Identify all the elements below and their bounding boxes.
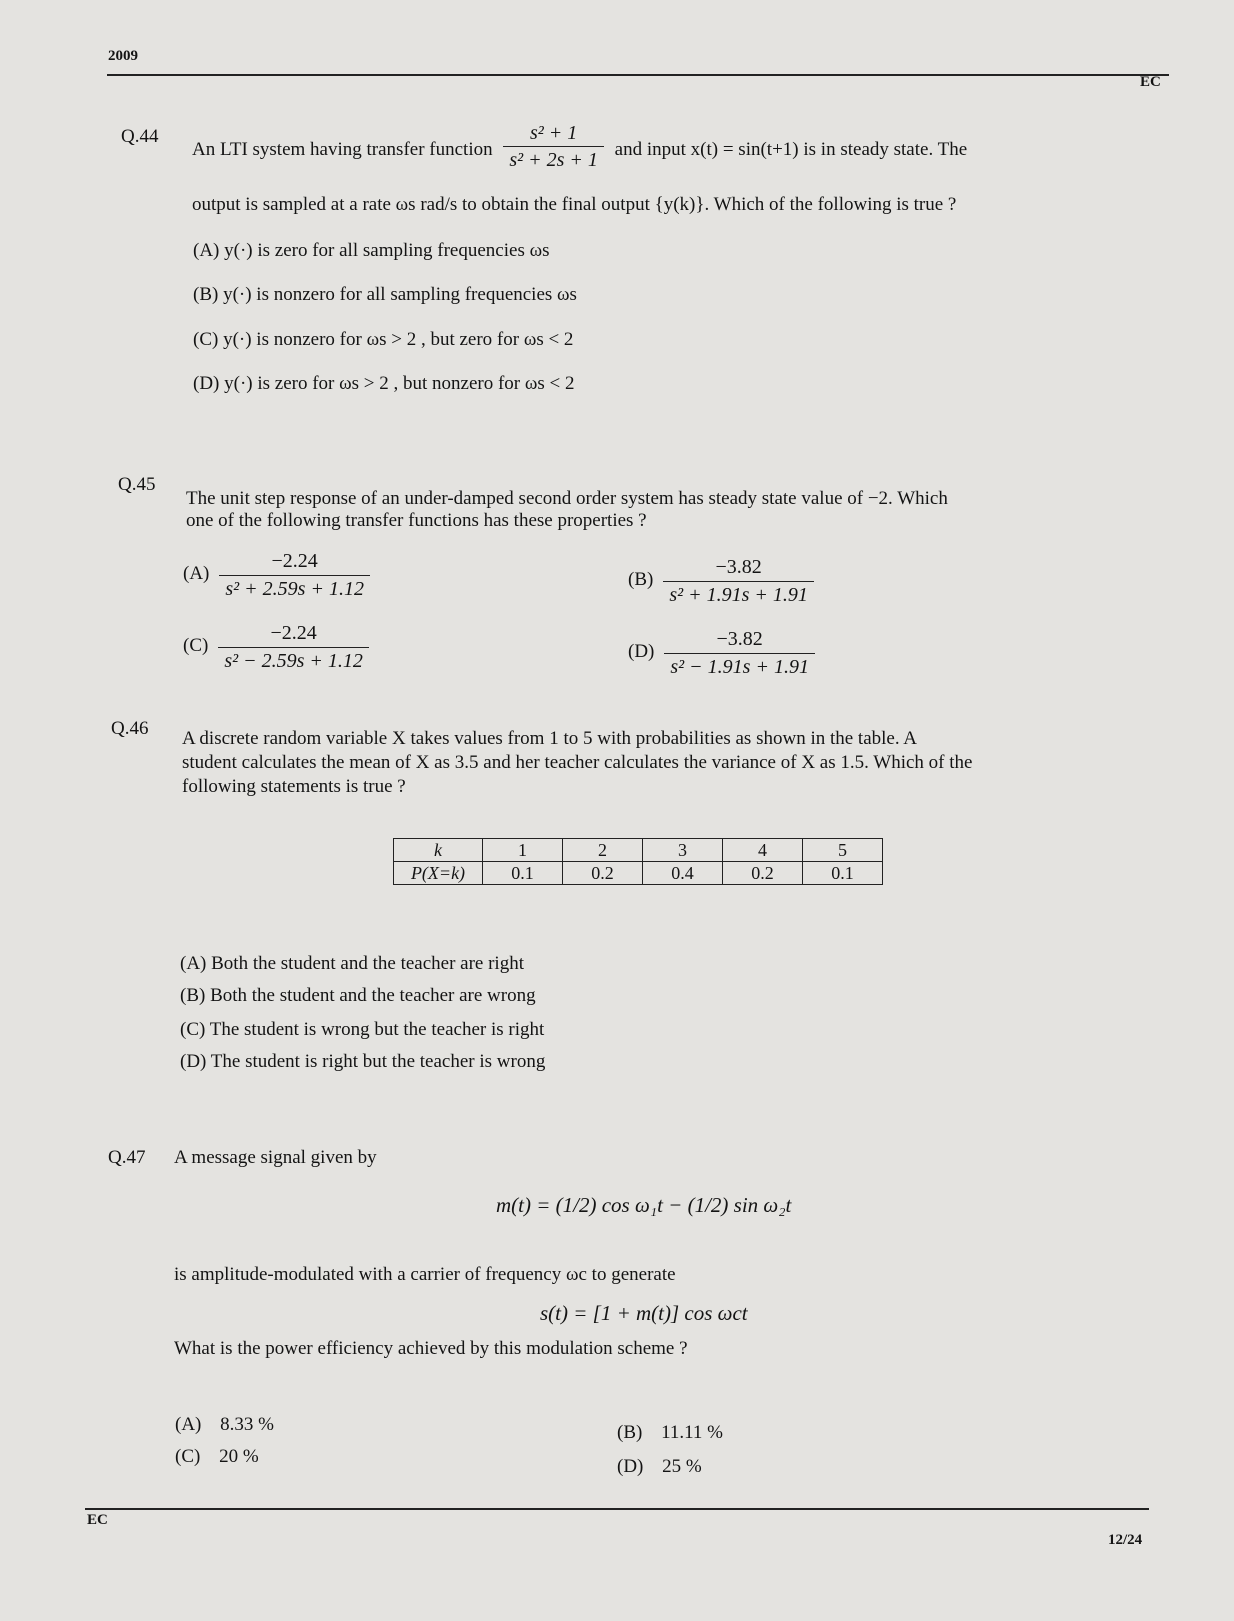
q47-option-b-label: (B)	[617, 1422, 643, 1443]
q44-option-b: (B) y(·) is nonzero for all sampling frequencies ωs	[193, 284, 577, 305]
table-cell: 5	[803, 839, 883, 862]
table-row-head-k: k	[394, 839, 483, 862]
q45-option-c-label: (C)	[183, 635, 209, 657]
q44-line1	[192, 122, 968, 175]
q45-number: Q.45	[118, 474, 156, 495]
q45-option-a-fraction	[219, 550, 370, 601]
q47-equation-s: s(t) = [1 + m(t)] cos ωct	[540, 1301, 748, 1325]
q45-option-c-den: s² − 2.59s + 1.12	[218, 647, 369, 673]
q45-option-b-fraction	[663, 556, 814, 607]
q44-text-after: and input x(t) = sin(t+1) is in steady state. The	[614, 138, 968, 160]
table-cell: 1	[483, 839, 563, 862]
table-row	[394, 839, 883, 862]
q45-option-d-den: s² − 1.91s + 1.91	[664, 653, 815, 679]
q47-number: Q.47	[108, 1147, 146, 1168]
q45-option-c-fraction	[218, 622, 369, 673]
q47-option-b-value: 11.11 %	[661, 1422, 723, 1443]
table-cell: 3	[643, 839, 723, 862]
q46-option-c: (C) The student is wrong but the teacher is right	[180, 1019, 545, 1040]
footer-code: EC	[87, 1512, 108, 1528]
q45-line1: The unit step response of an under-damped second order system has steady state value of −2. Which	[186, 488, 948, 509]
q44-option-c: (C) y(·) is nonzero for ωs > 2 , but zero for ωs < 2	[193, 329, 574, 350]
q47-option-d	[617, 1456, 702, 1478]
q47-option-c-value: 20 %	[219, 1446, 259, 1467]
table-cell: 0.2	[723, 862, 803, 885]
q45-option-b	[628, 556, 820, 607]
q47-line1: A message signal given by	[174, 1147, 377, 1168]
q47-option-d-value: 25 %	[662, 1456, 702, 1477]
q47-line3: What is the power efficiency achieved by this modulation scheme ?	[174, 1338, 688, 1359]
q44-transfer-function	[503, 122, 604, 171]
q46-line1: A discrete random variable X takes values from 1 to 5 with probabilities as shown in the table. A	[182, 728, 918, 749]
q45-option-a-den: s² + 2.59s + 1.12	[219, 575, 370, 601]
table-row	[394, 862, 883, 885]
footer-page-number: 12/24	[1108, 1532, 1143, 1548]
q45-option-d-label: (D)	[628, 641, 655, 663]
q46-line3: following statements is true ?	[182, 776, 406, 797]
q45-option-d-fraction	[664, 628, 815, 679]
q44-number: Q.44	[121, 126, 159, 147]
q47-line2: is amplitude-modulated with a carrier of frequency ωc to generate	[174, 1264, 676, 1285]
q44-text-before: An LTI system having transfer function	[192, 138, 493, 160]
q45-option-a-label: (A)	[183, 563, 210, 585]
q46-option-d: (D) The student is right but the teacher is wrong	[180, 1051, 546, 1072]
table-cell: 0.4	[643, 862, 723, 885]
table-cell: 0.2	[563, 862, 643, 885]
header-code: EC	[1140, 74, 1161, 90]
q47-option-a-label: (A)	[175, 1414, 202, 1435]
q44-line2: output is sampled at a rate ωs rad/s to obtain the final output {y(k)}. Which of the following is true ?	[192, 194, 957, 215]
q45-option-d-num: −3.82	[716, 628, 763, 650]
table-cell: 0.1	[483, 862, 563, 885]
q45-option-b-den: s² + 1.91s + 1.91	[663, 581, 814, 607]
q44-tf-numerator: s² + 1	[530, 122, 578, 144]
q46-option-a: (A) Both the student and the teacher are right	[180, 953, 524, 974]
table-cell: 2	[563, 839, 643, 862]
footer-rule	[85, 1508, 1149, 1510]
q44-tf-denominator: s² + 2s + 1	[503, 146, 604, 171]
q47-option-a	[175, 1414, 274, 1436]
q44-option-a: (A) y(·) is zero for all sampling frequencies ωs	[193, 240, 550, 261]
q47-option-a-value: 8.33 %	[220, 1414, 274, 1435]
table-row-head-p: P(X=k)	[394, 862, 483, 885]
table-cell: 4	[723, 839, 803, 862]
q45-option-b-num: −3.82	[715, 556, 762, 578]
q47-option-d-label: (D)	[617, 1456, 644, 1477]
header-year: 2009	[108, 48, 138, 64]
q46-number: Q.46	[111, 718, 149, 739]
q47-option-c-label: (C)	[175, 1446, 201, 1467]
q45-option-c	[183, 622, 375, 673]
q45-option-c-num: −2.24	[270, 622, 317, 644]
q44-option-d: (D) y(·) is zero for ωs > 2 , but nonzero for ωs < 2	[193, 373, 575, 394]
table-cell: 0.1	[803, 862, 883, 885]
q45-option-b-label: (B)	[628, 569, 654, 591]
q47-option-c	[175, 1446, 259, 1468]
q46-probability-table	[393, 838, 883, 885]
q45-option-a	[183, 550, 376, 601]
q45-line2: one of the following transfer functions has these properties ?	[186, 510, 647, 531]
q46-line2: student calculates the mean of X as 3.5 and her teacher calculates the variance of X as 1.5. Which of the	[182, 752, 973, 773]
q45-option-a-num: −2.24	[271, 550, 318, 572]
q45-option-d	[628, 628, 821, 679]
q46-option-b: (B) Both the student and the teacher are wrong	[180, 985, 536, 1006]
header-rule	[107, 74, 1169, 76]
q47-equation-m: m(t) = (1/2) cos ω₁t − (1/2) sin ω₂t	[496, 1193, 792, 1217]
q47-option-b	[617, 1422, 723, 1444]
